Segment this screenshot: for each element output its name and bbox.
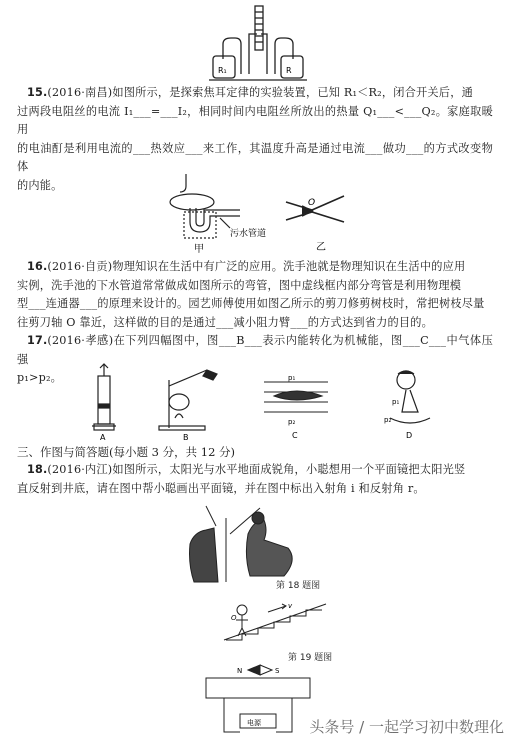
q15-line3: 的电油酊是利用电流的___热效应___来工作，其温度升高是通过电流___做功___的方式改变物体 <box>17 141 493 173</box>
q15-line2: 过两段电阻丝的电流 I₁___=___I₂，相同时间内电阻丝所放出的热量 Q₁___<___Q₂。家庭取暖用 <box>17 104 493 136</box>
r2-label: R <box>286 66 292 75</box>
fig-c-label: C <box>292 431 298 440</box>
sink-pipe-figure <box>150 172 280 254</box>
figure-19-stairs <box>222 600 348 642</box>
q16-line3: 型___连通器___的原理来设计的。园艺师傅使用如图乙所示的剪刀修剪树枝时，常把树枝尽量 <box>17 297 485 310</box>
scissors-figure <box>282 192 362 254</box>
fig-c-p1: p₁ <box>288 374 296 382</box>
pipe-label: 污水管道 <box>230 229 267 239</box>
fig-b-label: B <box>183 433 189 442</box>
q15-line1: (2016·南昌)如图所示，是探索焦耳定律的实验装置，已知 R₁＜R₂，闭合开关后，通 <box>47 86 473 99</box>
q16-number: 16. <box>27 260 48 273</box>
caption-18: 第 18 题图 <box>276 581 321 591</box>
fig-jia-label: 甲 <box>194 244 204 254</box>
fig-a-label: A <box>100 433 106 442</box>
r1-label: R₁ <box>218 66 227 75</box>
pivot-o-label: O <box>308 198 316 208</box>
q17-number: 17. <box>27 334 48 347</box>
joule-apparatus-figure <box>205 4 311 82</box>
q15-number: 15. <box>27 86 48 99</box>
q17-line2: p₁>p₂。 <box>17 371 63 384</box>
fig19-v: v <box>288 602 293 610</box>
figure-18-well <box>188 504 324 584</box>
q15-line4: 的内能。 <box>17 178 63 192</box>
figure-d-person <box>382 368 438 442</box>
q16-line2: 实例，洗手池的下水管道常常做成如图所示的弯管，图中虚线框内部分弯管是利用物理模 <box>17 278 462 292</box>
question-18 <box>17 461 493 498</box>
section-heading: 三、作图与简答题(每小题 3 分，共 12 分) <box>17 445 236 459</box>
fig-d-label: D <box>406 431 413 440</box>
power-label: 电源 <box>247 719 261 727</box>
fig-d-p1: p₁ <box>392 398 400 406</box>
q18-line1: (2016·内江)如图所示，太阳光与水平地面成锐角，小聪想用一个平面镜把太阳光竖 <box>47 463 466 476</box>
north-label: N <box>237 667 243 675</box>
figure-20-electromagnet <box>204 662 314 741</box>
q16-line1: (2016·自贡)物理知识在生活中有广泛的应用。洗手池就是物理知识在生活中的应用 <box>47 260 466 273</box>
q18-number: 18. <box>27 463 48 476</box>
caption-19: 第 19 题图 <box>288 653 333 663</box>
q17-line1: (2016·孝感)在下列四幅图中，图___B___表示内能转化为机械能，图___C___中气体压强 <box>17 334 493 366</box>
fig19-o: O <box>231 614 237 622</box>
watermark: 头条号 / 一起学习初中数理化 <box>309 718 504 736</box>
south-label: S <box>275 667 280 675</box>
fig-d-p2: p₂ <box>384 416 392 424</box>
fig-yi-label: 乙 <box>316 242 326 253</box>
figure-b-steam <box>155 366 227 442</box>
figure-a-piston <box>86 362 122 442</box>
q18-line2: 直反射到井底，请在图中帮小聪画出平面镜，并在图中标出入射角 i 和反射角 r。 <box>17 481 425 495</box>
fig-c-p2: p₂ <box>288 418 296 426</box>
figure-c-airflow <box>262 370 332 442</box>
q16-line4: 往剪刀轴 O 靠近，这样做的目的是通过___减小阻力臂___的方式达到省力的目的。 <box>17 315 434 329</box>
